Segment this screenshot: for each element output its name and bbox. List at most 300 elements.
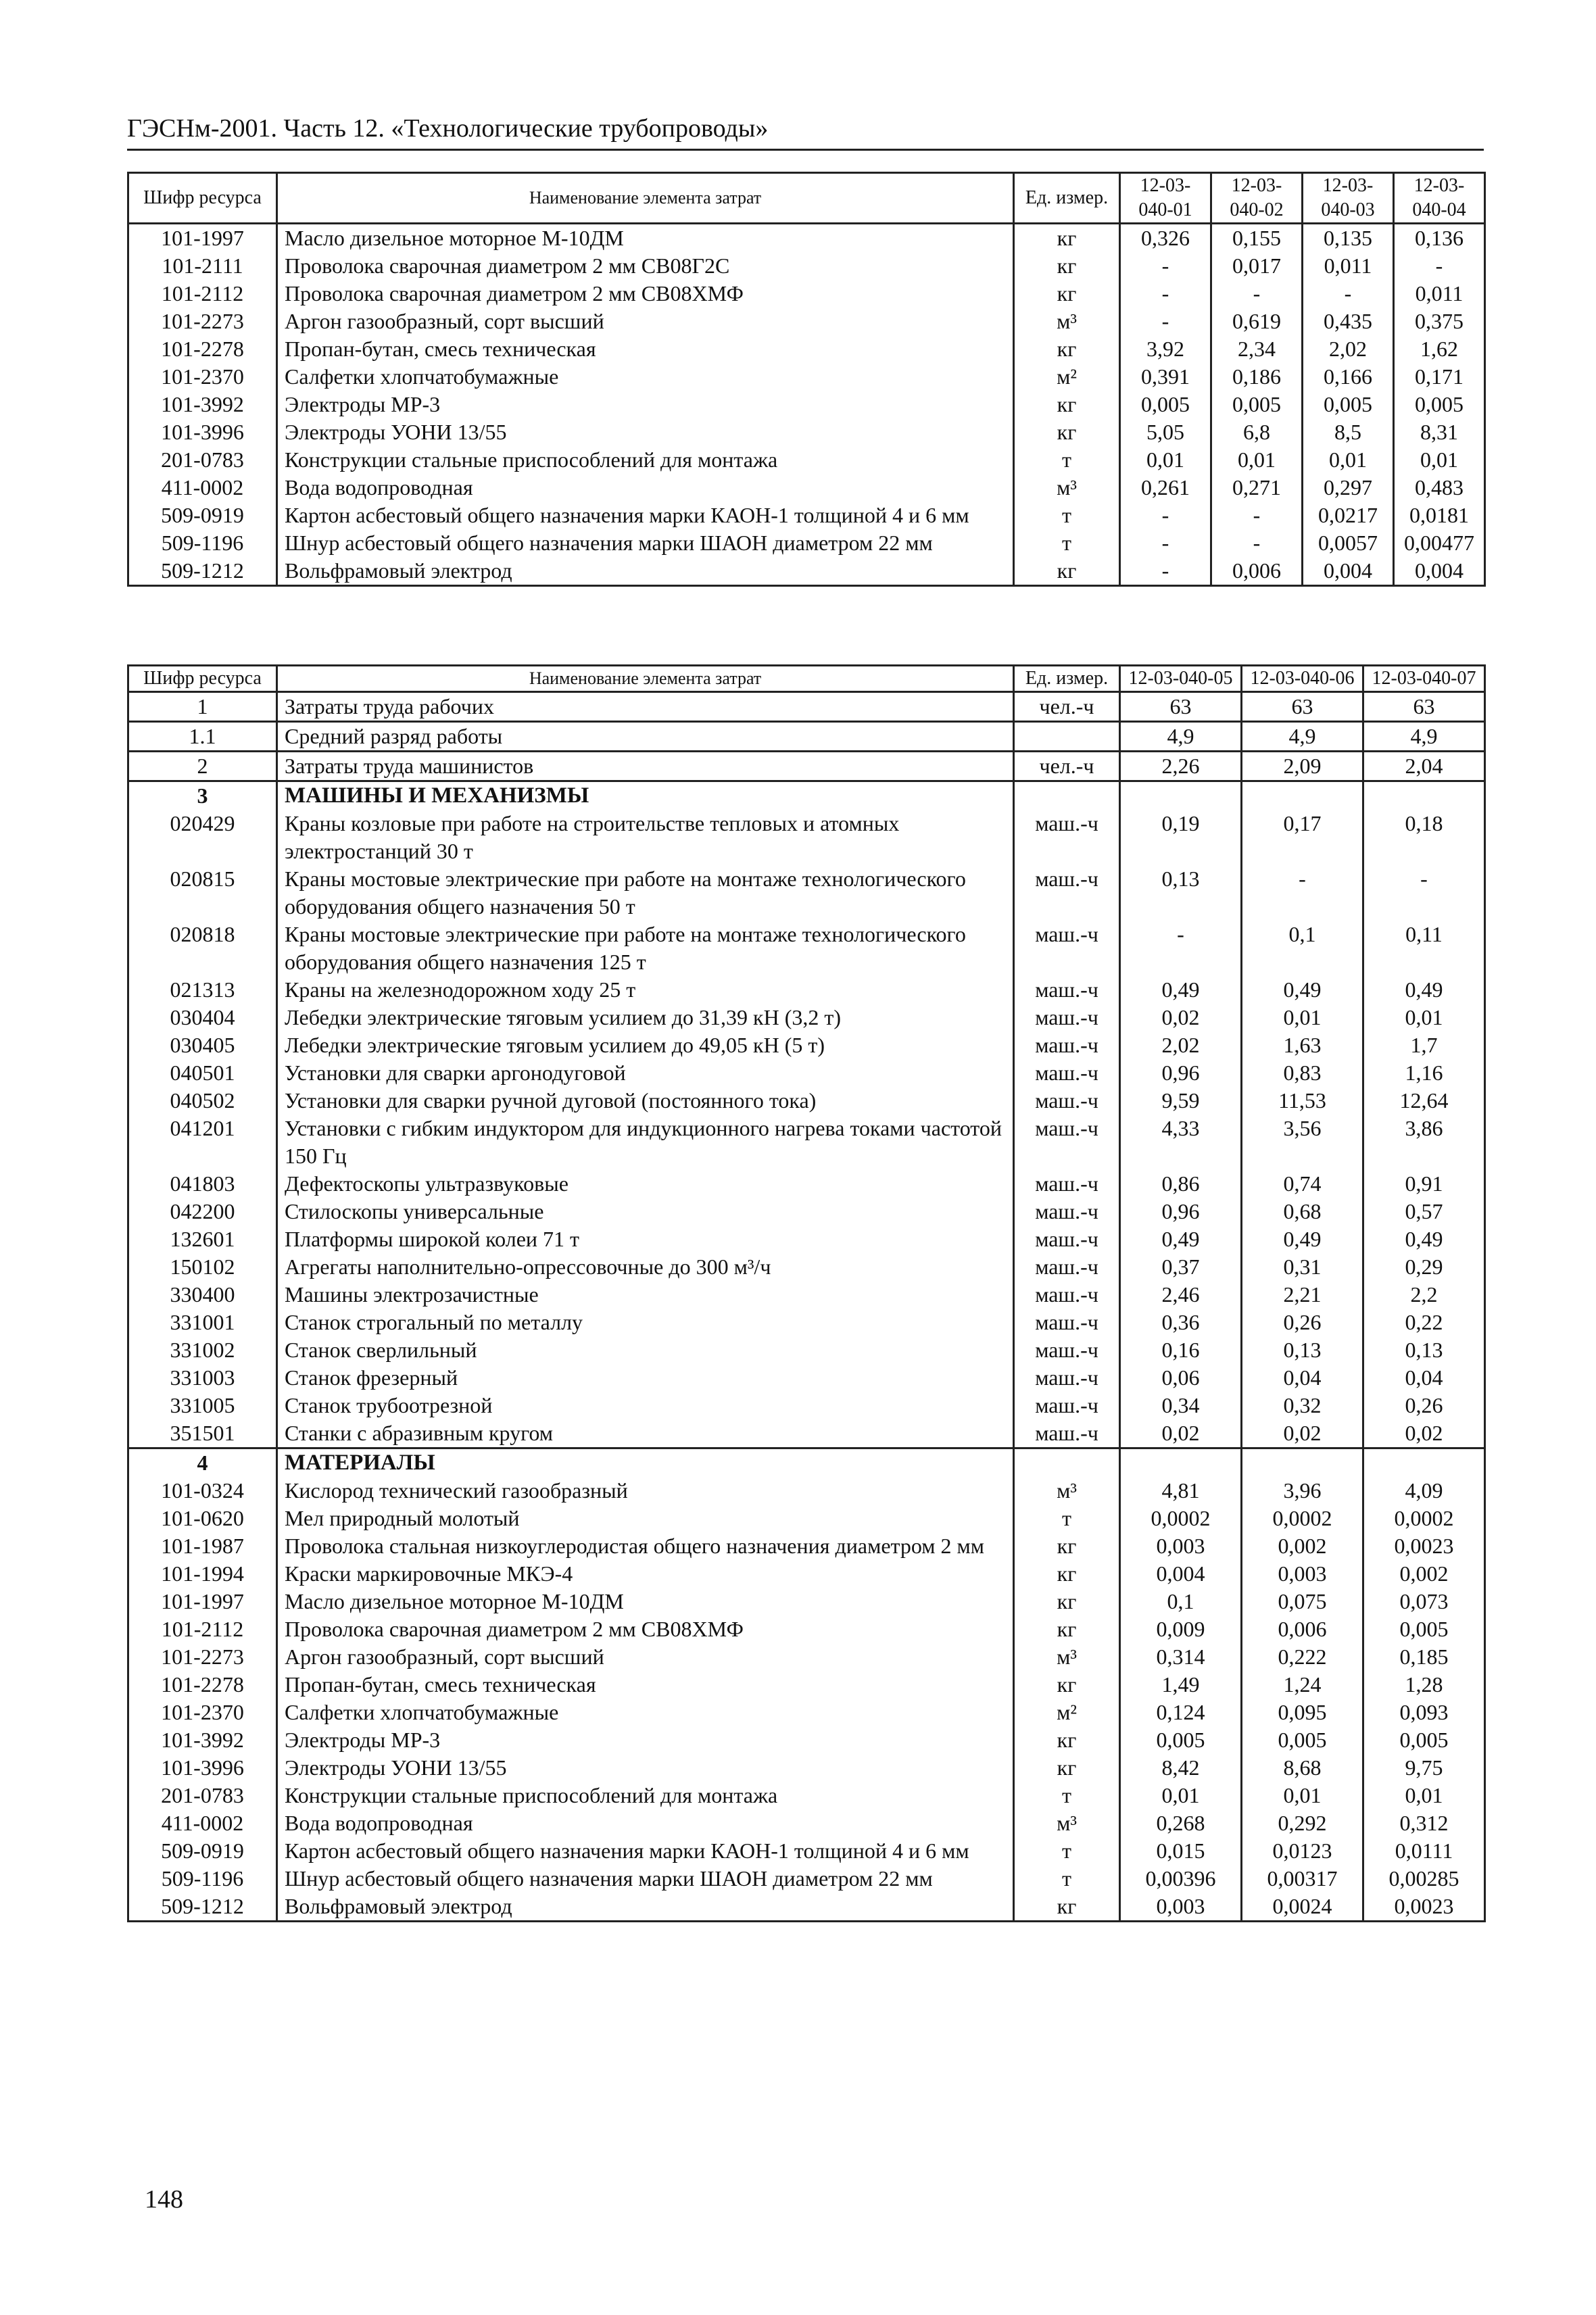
- norm-value: 0,36: [1120, 1309, 1242, 1336]
- norm-value: 0,004: [1394, 557, 1485, 586]
- norm-value: 0,57: [1363, 1198, 1485, 1225]
- resource-code: 101-2370: [128, 1699, 277, 1726]
- norm-value: 0,004: [1303, 557, 1394, 586]
- column-header-norm: 12-03-040-07: [1363, 666, 1485, 692]
- cost-element-name: Станок фрезерный: [277, 1364, 1014, 1392]
- cost-element-name: Аргон газообразный, сорт высший: [277, 308, 1014, 335]
- table-row: [128, 474, 1485, 502]
- cost-element-name: Краны козловые при работе на строительстве тепловых и атомных электростанций 30 т: [277, 810, 1014, 865]
- cost-element-name: Краны на железнодорожном ходу 25 т: [277, 976, 1014, 1004]
- cost-element-name: Картон асбестовый общего назначения марки КАОН-1 толщиной 4 и 6 мм: [277, 1837, 1014, 1865]
- resource-code: 3: [128, 781, 277, 810]
- unit-of-measure: [1014, 781, 1120, 810]
- norm-value: 0,91: [1363, 1170, 1485, 1198]
- norm-value: 0,483: [1394, 474, 1485, 502]
- norm-value: 0,017: [1211, 252, 1303, 280]
- column-header-code: Шифр ресурса: [128, 666, 277, 692]
- unit-of-measure: чел.-ч: [1014, 692, 1120, 722]
- norm-value: 4,9: [1363, 722, 1485, 752]
- resource-code: 020429: [128, 810, 277, 865]
- resource-table-2: [127, 664, 1486, 1922]
- unit-of-measure: кг: [1014, 1893, 1120, 1922]
- norm-value: 0,073: [1363, 1588, 1485, 1615]
- cost-element-name: Установки с гибким индуктором для индукционного нагрева токами частотой 150 Гц: [277, 1115, 1014, 1170]
- norm-value: 0,002: [1363, 1560, 1485, 1588]
- norm-value: 0,13: [1363, 1336, 1485, 1364]
- norm-value: 0,96: [1120, 1198, 1242, 1225]
- resource-code: 351501: [128, 1419, 277, 1448]
- unit-of-measure: маш.-ч: [1014, 976, 1120, 1004]
- unit-of-measure: кг: [1014, 280, 1120, 308]
- resource-code: 331005: [128, 1392, 277, 1419]
- norm-value: 63: [1363, 692, 1485, 722]
- unit-of-measure: т: [1014, 446, 1120, 474]
- cost-element-name: Станок строгальный по металлу: [277, 1309, 1014, 1336]
- table-row: [128, 1809, 1485, 1837]
- norm-value: 0,619: [1211, 308, 1303, 335]
- unit-of-measure: м³: [1014, 474, 1120, 502]
- column-header-norm: 12-03-040-03: [1303, 173, 1394, 224]
- norm-value: 2,02: [1303, 335, 1394, 363]
- resource-code: 101-3996: [128, 418, 277, 446]
- cost-element-name: Вода водопроводная: [277, 474, 1014, 502]
- resource-code: 020815: [128, 865, 277, 921]
- table-row: [128, 502, 1485, 529]
- table-row: [128, 1865, 1485, 1893]
- table-row: [128, 1560, 1485, 1588]
- norm-value: 0,003: [1242, 1560, 1363, 1588]
- unit-of-measure: кг: [1014, 557, 1120, 586]
- norm-value: 0,005: [1363, 1615, 1485, 1643]
- table-row: [128, 1170, 1485, 1198]
- norm-value: 0,297: [1303, 474, 1394, 502]
- norm-value: 0,005: [1211, 391, 1303, 418]
- norm-value: 0,00396: [1120, 1865, 1242, 1893]
- table-row: [128, 1837, 1485, 1865]
- table-body: [128, 692, 1485, 1922]
- cost-element-name: Пропан-бутан, смесь техническая: [277, 335, 1014, 363]
- norm-value: -: [1363, 865, 1485, 921]
- resource-code: 041803: [128, 1170, 277, 1198]
- resource-code: 101-3992: [128, 1726, 277, 1754]
- resource-code: 101-3992: [128, 391, 277, 418]
- table-row: [128, 1671, 1485, 1699]
- norm-value: 11,53: [1242, 1087, 1363, 1115]
- norm-value: 0,01: [1363, 1782, 1485, 1809]
- resource-code: 101-2273: [128, 1643, 277, 1671]
- norm-value: 0,29: [1363, 1253, 1485, 1281]
- cost-element-name: Мел природный молотый: [277, 1505, 1014, 1532]
- norm-value: 0,1: [1120, 1588, 1242, 1615]
- table-row: [128, 1364, 1485, 1392]
- cost-element-name: Краски маркировочные МКЭ-4: [277, 1560, 1014, 1588]
- norm-value: 0,002: [1242, 1532, 1363, 1560]
- norm-value: 0,37: [1120, 1253, 1242, 1281]
- cost-element-name: Кислород технический газообразный: [277, 1477, 1014, 1505]
- norm-value: 0,093: [1363, 1699, 1485, 1726]
- table-row: [128, 1782, 1485, 1809]
- column-header-name: Наименование элемента затрат: [277, 173, 1014, 224]
- unit-of-measure: маш.-ч: [1014, 1309, 1120, 1336]
- norm-value: 4,09: [1363, 1477, 1485, 1505]
- norm-value: 63: [1242, 692, 1363, 722]
- resource-code: 509-0919: [128, 1837, 277, 1865]
- unit-of-measure: маш.-ч: [1014, 1336, 1120, 1364]
- table-row: [128, 1392, 1485, 1419]
- norm-value: -: [1120, 529, 1211, 557]
- table-row: [128, 752, 1485, 781]
- norm-value: 0,00285: [1363, 1865, 1485, 1893]
- resource-code: 4: [128, 1448, 277, 1478]
- norm-value: 0,326: [1120, 224, 1211, 253]
- cost-element-name: Вольфрамовый электрод: [277, 557, 1014, 586]
- column-header-unit: Ед. измер.: [1014, 173, 1120, 224]
- table-row: [128, 1532, 1485, 1560]
- resource-code: 021313: [128, 976, 277, 1004]
- unit-of-measure: кг: [1014, 1726, 1120, 1754]
- resource-code: 101-1987: [128, 1532, 277, 1560]
- norm-value: -: [1120, 252, 1211, 280]
- unit-of-measure: маш.-ч: [1014, 1059, 1120, 1087]
- resource-code: 201-0783: [128, 1782, 277, 1809]
- norm-value: 0,006: [1242, 1615, 1363, 1643]
- norm-value: 0,006: [1211, 557, 1303, 586]
- norm-value: 0,005: [1120, 1726, 1242, 1754]
- table-row: [128, 1281, 1485, 1309]
- table-row: [128, 1726, 1485, 1754]
- cost-element-name: Установки для сварки аргонодуговой: [277, 1059, 1014, 1087]
- unit-of-measure: маш.-ч: [1014, 1225, 1120, 1253]
- norm-value: 0,185: [1363, 1643, 1485, 1671]
- unit-of-measure: кг: [1014, 224, 1120, 253]
- unit-of-measure: [1014, 1448, 1120, 1478]
- norm-value: [1120, 781, 1242, 810]
- norm-value: 0,005: [1303, 391, 1394, 418]
- table-row: [128, 976, 1485, 1004]
- resource-code: 2: [128, 752, 277, 781]
- norm-value: 0,011: [1394, 280, 1485, 308]
- unit-of-measure: т: [1014, 502, 1120, 529]
- unit-of-measure: маш.-ч: [1014, 1004, 1120, 1031]
- column-header-norm: 12-03-040-02: [1211, 173, 1303, 224]
- table-row: [128, 921, 1485, 976]
- norm-value: 0,009: [1120, 1615, 1242, 1643]
- norm-value: 0,186: [1211, 363, 1303, 391]
- resource-code: 1.1: [128, 722, 277, 752]
- norm-value: 0,86: [1120, 1170, 1242, 1198]
- norm-value: 0,003: [1120, 1893, 1242, 1922]
- norm-value: 0,49: [1363, 976, 1485, 1004]
- cost-element-name: Конструкции стальные приспособлений для монтажа: [277, 1782, 1014, 1809]
- cost-element-name: Электроды МР-3: [277, 1726, 1014, 1754]
- cost-element-name: Проволока сварочная диаметром 2 мм СВ08Г2С: [277, 252, 1014, 280]
- norm-value: 0,02: [1120, 1419, 1242, 1448]
- column-header-norm: 12-03-040-04: [1394, 173, 1485, 224]
- cost-element-name: Проволока сварочная диаметром 2 мм СВ08ХМФ: [277, 1615, 1014, 1643]
- resource-code: 411-0002: [128, 1809, 277, 1837]
- resource-code: 040501: [128, 1059, 277, 1087]
- resource-code: 101-2112: [128, 280, 277, 308]
- table-row: [128, 1198, 1485, 1225]
- unit-of-measure: кг: [1014, 391, 1120, 418]
- norm-value: 9,59: [1120, 1087, 1242, 1115]
- resource-code: 101-1994: [128, 1560, 277, 1588]
- unit-of-measure: маш.-ч: [1014, 1031, 1120, 1059]
- table-row: [128, 1477, 1485, 1505]
- resource-code: 030404: [128, 1004, 277, 1031]
- norm-value: 4,9: [1120, 722, 1242, 752]
- norm-value: 0,13: [1120, 865, 1242, 921]
- cost-element-name: Агрегаты наполнительно-опрессовочные до 300 м³/ч: [277, 1253, 1014, 1281]
- norm-value: 2,04: [1363, 752, 1485, 781]
- resource-code: 101-2278: [128, 335, 277, 363]
- table-row: [128, 529, 1485, 557]
- cost-element-name: Стилоскопы универсальные: [277, 1198, 1014, 1225]
- table-row: [128, 308, 1485, 335]
- norm-value: 4,33: [1120, 1115, 1242, 1170]
- unit-of-measure: м²: [1014, 363, 1120, 391]
- norm-value: -: [1120, 280, 1211, 308]
- norm-value: 0,155: [1211, 224, 1303, 253]
- norm-value: 4,9: [1242, 722, 1363, 752]
- table-row: [128, 1893, 1485, 1922]
- unit-of-measure: маш.-ч: [1014, 865, 1120, 921]
- resource-code: 331001: [128, 1309, 277, 1336]
- table-row: [128, 1087, 1485, 1115]
- norm-value: 0,49: [1363, 1225, 1485, 1253]
- column-header-code: Шифр ресурса: [128, 173, 277, 224]
- norm-value: 0,01: [1363, 1004, 1485, 1031]
- norm-value: 12,64: [1363, 1087, 1485, 1115]
- cost-element-name: Машины электрозачистные: [277, 1281, 1014, 1309]
- cost-element-name: Вода водопроводная: [277, 1809, 1014, 1837]
- norm-value: 0,04: [1363, 1364, 1485, 1392]
- cost-element-name: Станок трубоотрезной: [277, 1392, 1014, 1419]
- unit-of-measure: т: [1014, 529, 1120, 557]
- norm-value: 0,124: [1120, 1699, 1242, 1726]
- resource-code: 101-2112: [128, 1615, 277, 1643]
- unit-of-measure: м³: [1014, 1643, 1120, 1671]
- table-row: [128, 1059, 1485, 1087]
- norm-value: 0,26: [1242, 1309, 1363, 1336]
- resource-table-1: [127, 172, 1486, 587]
- table-row: [128, 1309, 1485, 1336]
- norm-value: 0,011: [1303, 252, 1394, 280]
- norm-value: 3,86: [1363, 1115, 1485, 1170]
- resource-code: 101-0620: [128, 1505, 277, 1532]
- unit-of-measure: кг: [1014, 252, 1120, 280]
- norm-value: 0,005: [1394, 391, 1485, 418]
- norm-value: 0,26: [1363, 1392, 1485, 1419]
- norm-value: 1,24: [1242, 1671, 1363, 1699]
- resource-code: 331003: [128, 1364, 277, 1392]
- norm-value: 0,314: [1120, 1643, 1242, 1671]
- norm-value: 0,136: [1394, 224, 1485, 253]
- norm-value: 1,49: [1120, 1671, 1242, 1699]
- norm-value: 8,68: [1242, 1754, 1363, 1782]
- norm-value: 1,16: [1363, 1059, 1485, 1087]
- norm-value: 0,1: [1242, 921, 1363, 976]
- norm-value: 0,49: [1242, 1225, 1363, 1253]
- resource-code: 331002: [128, 1336, 277, 1364]
- resource-code: 101-1997: [128, 224, 277, 253]
- unit-of-measure: маш.-ч: [1014, 810, 1120, 865]
- norm-value: 0,00477: [1394, 529, 1485, 557]
- table-row: [128, 1754, 1485, 1782]
- resource-code: 101-0324: [128, 1477, 277, 1505]
- resource-code: 509-1212: [128, 1893, 277, 1922]
- norm-value: 3,92: [1120, 335, 1211, 363]
- norm-value: 0,22: [1363, 1309, 1485, 1336]
- norm-value: -: [1211, 529, 1303, 557]
- unit-of-measure: маш.-ч: [1014, 1198, 1120, 1225]
- cost-element-name: Проволока сварочная диаметром 2 мм СВ08ХМФ: [277, 280, 1014, 308]
- norm-value: 0,02: [1363, 1419, 1485, 1448]
- norm-value: 0,96: [1120, 1059, 1242, 1087]
- norm-value: 0,00317: [1242, 1865, 1363, 1893]
- cost-element-name: Салфетки хлопчатобумажные: [277, 363, 1014, 391]
- norm-value: 0,17: [1242, 810, 1363, 865]
- table-row: [128, 692, 1485, 722]
- norm-value: 0,13: [1242, 1336, 1363, 1364]
- norm-value: 0,271: [1211, 474, 1303, 502]
- resource-code: 101-3996: [128, 1754, 277, 1782]
- norm-value: 0,0024: [1242, 1893, 1363, 1922]
- unit-of-measure: [1014, 722, 1120, 752]
- norm-value: 2,21: [1242, 1281, 1363, 1309]
- unit-of-measure: кг: [1014, 1588, 1120, 1615]
- norm-value: 0,16: [1120, 1336, 1242, 1364]
- cost-element-name: Салфетки хлопчатобумажные: [277, 1699, 1014, 1726]
- column-header-name: Наименование элемента затрат: [277, 666, 1014, 692]
- table-header-row: [128, 173, 1485, 224]
- norm-value: 0,135: [1303, 224, 1394, 253]
- norm-value: 0,375: [1394, 308, 1485, 335]
- norm-value: [1120, 1448, 1242, 1478]
- cost-element-name: Картон асбестовый общего назначения марки КАОН-1 толщиной 4 и 6 мм: [277, 502, 1014, 529]
- resource-code: 101-2278: [128, 1671, 277, 1699]
- resource-code: 330400: [128, 1281, 277, 1309]
- norm-value: 8,5: [1303, 418, 1394, 446]
- norm-value: 4,81: [1120, 1477, 1242, 1505]
- norm-value: 0,166: [1303, 363, 1394, 391]
- cost-element-name: Шнур асбестовый общего назначения марки ШАОН диаметром 22 мм: [277, 1865, 1014, 1893]
- resource-code: 040502: [128, 1087, 277, 1115]
- norm-value: 0,004: [1120, 1560, 1242, 1588]
- norm-value: -: [1394, 252, 1485, 280]
- norm-value: 0,435: [1303, 308, 1394, 335]
- resource-code: 101-2370: [128, 363, 277, 391]
- resource-code: 1: [128, 692, 277, 722]
- norm-value: 0,02: [1120, 1004, 1242, 1031]
- table-row: [128, 1336, 1485, 1364]
- unit-of-measure: м³: [1014, 308, 1120, 335]
- norm-value: 0,0002: [1363, 1505, 1485, 1532]
- table-row: [128, 1588, 1485, 1615]
- norm-value: 0,31: [1242, 1253, 1363, 1281]
- norm-value: 0,74: [1242, 1170, 1363, 1198]
- cost-element-name: Краны мостовые электрические при работе на монтаже технологического оборудования общего назначения 50 т: [277, 865, 1014, 921]
- table-row: [128, 335, 1485, 363]
- norm-value: 2,02: [1120, 1031, 1242, 1059]
- table-row: [128, 363, 1485, 391]
- norm-value: 0,268: [1120, 1809, 1242, 1837]
- resource-code: 030405: [128, 1031, 277, 1059]
- cost-element-name: Станок сверлильный: [277, 1336, 1014, 1364]
- resource-code: 042200: [128, 1198, 277, 1225]
- norm-value: [1242, 781, 1363, 810]
- cost-element-name: Пропан-бутан, смесь техническая: [277, 1671, 1014, 1699]
- table-row: [128, 557, 1485, 586]
- norm-value: 5,05: [1120, 418, 1211, 446]
- resource-code: 132601: [128, 1225, 277, 1253]
- table-body: [128, 224, 1485, 586]
- norm-value: 0,222: [1242, 1643, 1363, 1671]
- norm-value: 0,0002: [1242, 1505, 1363, 1532]
- unit-of-measure: т: [1014, 1837, 1120, 1865]
- norm-value: 0,32: [1242, 1392, 1363, 1419]
- norm-value: 9,75: [1363, 1754, 1485, 1782]
- cost-element-name: Лебедки электрические тяговым усилием до 31,39 кН (3,2 т): [277, 1004, 1014, 1031]
- norm-value: 0,83: [1242, 1059, 1363, 1087]
- cost-element-name: Дефектоскопы ультразвуковые: [277, 1170, 1014, 1198]
- resource-code: 201-0783: [128, 446, 277, 474]
- resource-code: 509-1196: [128, 529, 277, 557]
- unit-of-measure: маш.-ч: [1014, 1170, 1120, 1198]
- resource-code: 150102: [128, 1253, 277, 1281]
- unit-of-measure: т: [1014, 1865, 1120, 1893]
- table-row: [128, 781, 1485, 810]
- table-row: [128, 446, 1485, 474]
- resource-code: 411-0002: [128, 474, 277, 502]
- unit-of-measure: кг: [1014, 335, 1120, 363]
- norm-value: 0,095: [1242, 1699, 1363, 1726]
- norm-value: 0,02: [1242, 1419, 1363, 1448]
- cost-element-name: Электроды УОНИ 13/55: [277, 1754, 1014, 1782]
- unit-of-measure: кг: [1014, 1615, 1120, 1643]
- norm-value: 0,34: [1120, 1392, 1242, 1419]
- cost-element-name: Лебедки электрические тяговым усилием до 49,05 кН (5 т): [277, 1031, 1014, 1059]
- unit-of-measure: кг: [1014, 1671, 1120, 1699]
- page-header-title: ГЭСНм-2001. Часть 12. «Технологические трубопроводы»: [127, 114, 1484, 151]
- table-row: [128, 1699, 1485, 1726]
- norm-value: 0,005: [1242, 1726, 1363, 1754]
- cost-element-name: Средний разряд работы: [277, 722, 1014, 752]
- norm-value: 8,42: [1120, 1754, 1242, 1782]
- norm-value: 0,11: [1363, 921, 1485, 976]
- column-header-unit: Ед. измер.: [1014, 666, 1120, 692]
- resource-code: 509-1212: [128, 557, 277, 586]
- norm-value: 1,62: [1394, 335, 1485, 363]
- norm-value: 2,26: [1120, 752, 1242, 781]
- norm-value: 0,19: [1120, 810, 1242, 865]
- norm-value: [1242, 1448, 1363, 1478]
- table-row: [128, 722, 1485, 752]
- table-row: [128, 391, 1485, 418]
- cost-element-name: Электроды УОНИ 13/55: [277, 418, 1014, 446]
- norm-value: 0,06: [1120, 1364, 1242, 1392]
- unit-of-measure: кг: [1014, 1754, 1120, 1782]
- norm-value: 0,261: [1120, 474, 1211, 502]
- norm-value: -: [1242, 865, 1363, 921]
- page-number: 148: [145, 2185, 183, 2214]
- norm-value: 0,391: [1120, 363, 1211, 391]
- norm-value: 0,01: [1120, 1782, 1242, 1809]
- norm-value: 2,46: [1120, 1281, 1242, 1309]
- unit-of-measure: маш.-ч: [1014, 1419, 1120, 1448]
- unit-of-measure: т: [1014, 1782, 1120, 1809]
- cost-element-name: Электроды МР-3: [277, 391, 1014, 418]
